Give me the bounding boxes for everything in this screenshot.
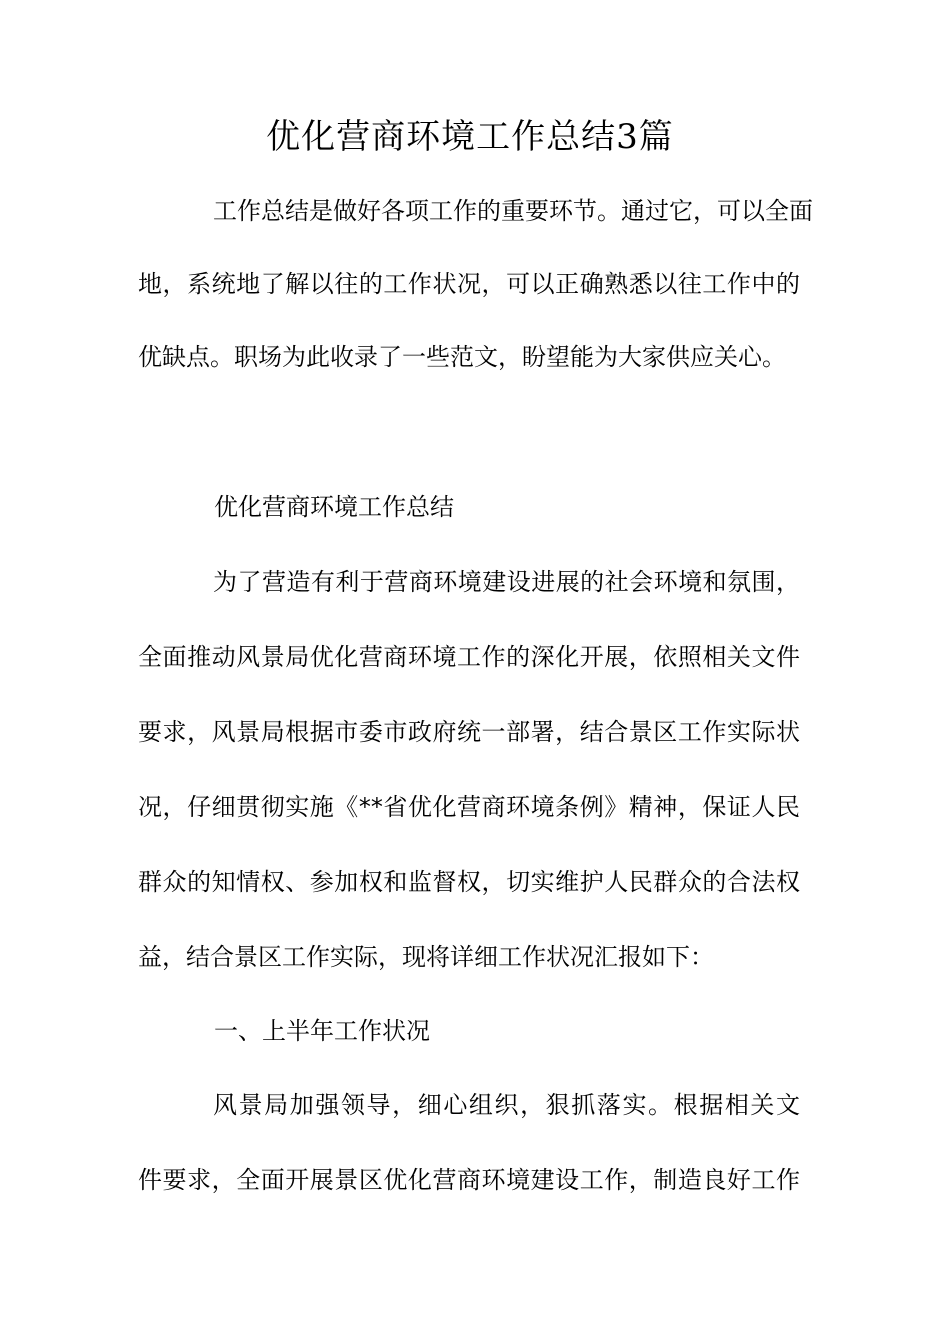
paragraph-line: 风景局加强领导，细心组织，狠抓落实。根据相关文 xyxy=(213,1091,800,1119)
subheading: 一、上半年工作状况 xyxy=(214,1017,430,1045)
paragraph-line: 全面推动风景局优化营商环境工作的深化开展，依照相关文件 xyxy=(138,643,800,671)
intro-line: 优缺点。职场为此收录了一些范文，盼望能为大家供应关心。 xyxy=(138,343,786,371)
paragraph-line: 益，结合景区工作实际，现将详细工作状况汇报如下： xyxy=(138,943,714,971)
intro-line: 工作总结是做好各项工作的重要环节。通过它，可以全面 xyxy=(213,197,813,225)
section-title: 优化营商环境工作总结 xyxy=(214,493,454,521)
document-title: 优化营商环境工作总结3篇 xyxy=(266,117,674,157)
paragraph-line: 为了营造有利于营商环境建设进展的社会环境和氛围， xyxy=(213,568,800,596)
paragraph-line: 况，仔细贯彻实施《**省优化营商环境条例》精神，保证人民 xyxy=(138,793,800,821)
intro-line: 地，系统地了解以往的工作状况，可以正确熟悉以往工作中的 xyxy=(138,270,800,298)
paragraph-line: 件要求，全面开展景区优化营商环境建设工作，制造良好工作 xyxy=(138,1166,800,1194)
paragraph-line: 群众的知情权、参加权和监督权，切实维护人民群众的合法权 xyxy=(138,868,800,896)
paragraph-line: 要求，风景局根据市委市政府统一部署，结合景区工作实际状 xyxy=(138,718,800,746)
